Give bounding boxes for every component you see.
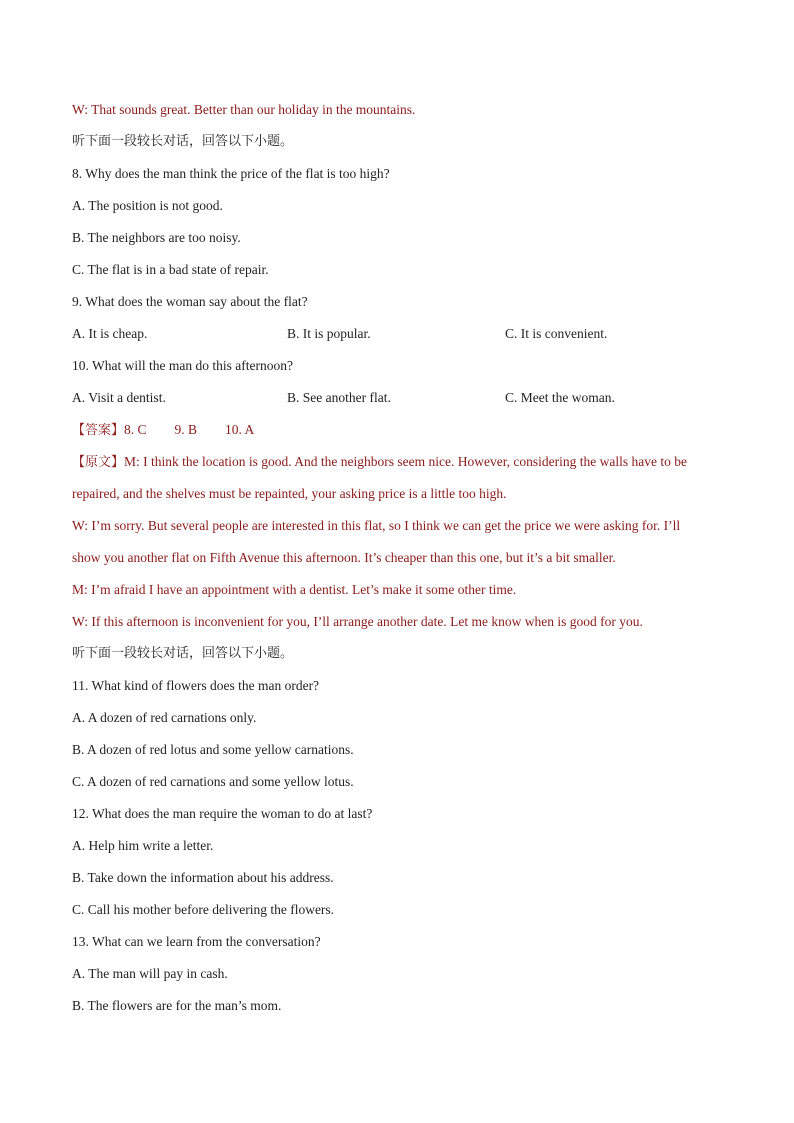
question-12-option-b: B. Take down the information about his address. <box>72 870 334 885</box>
question-9-option-a: A. It is cheap. <box>72 326 148 341</box>
answer-10: 10. A <box>225 422 255 437</box>
question-11: 11. What kind of flowers does the man order? <box>72 678 320 693</box>
question-11-option-c: C. A dozen of red carnations and some yellow lotus. <box>72 774 354 789</box>
transcript-woman-1: W: I’m sorry. But several people are interested in this flat, so I think we can get the price we were asking for. I’ll <box>72 518 681 533</box>
section-instruction: 听下面一段较长对话，回答以下小题。 <box>72 134 294 149</box>
transcript-woman-2: W: If this afternoon is inconvenient for you, I’ll arrange another date. Let me know when is good for you. <box>72 614 643 629</box>
question-8-option-b: B. The neighbors are too noisy. <box>72 230 241 245</box>
question-10-options <box>72 386 732 418</box>
transcript-label: 【原文】 <box>72 455 125 470</box>
question-12-option-a: A. Help him write a letter. <box>72 838 214 853</box>
answer-9: 9. B <box>174 422 198 437</box>
question-10: 10. What will the man do this afternoon? <box>72 358 293 373</box>
question-11-option-a: A. A dozen of red carnations only. <box>72 710 257 725</box>
question-12-option-c: C. Call his mother before delivering the flowers. <box>72 902 335 917</box>
question-11-option-b: B. A dozen of red lotus and some yellow carnations. <box>72 742 354 757</box>
transcript-man-1-continued: repaired, and the shelves must be repainted, your asking price is a little too high. <box>72 486 507 501</box>
question-13: 13. What can we learn from the conversation? <box>72 934 321 949</box>
section-instruction-2: 听下面一段较长对话，回答以下小题。 <box>72 646 294 661</box>
question-9-option-c: C. It is convenient. <box>505 326 608 341</box>
question-9-option-b: B. It is popular. <box>287 326 371 341</box>
question-10-option-c: C. Meet the woman. <box>505 390 615 405</box>
answer-key <box>72 418 732 450</box>
question-9: 9. What does the woman say about the flat? <box>72 294 308 309</box>
question-13-option-b: B. The flowers are for the man’s mom. <box>72 998 282 1013</box>
transcript-line-woman: W: That sounds great. Better than our holiday in the mountains. <box>72 102 416 117</box>
transcript-man-2: M: I’m afraid I have an appointment with a dentist. Let’s make it some other time. <box>72 582 517 597</box>
question-13-option-a: A. The man will pay in cash. <box>72 966 228 981</box>
question-8-option-a: A. The position is not good. <box>72 198 223 213</box>
question-12: 12. What does the man require the woman to do at last? <box>72 806 373 821</box>
document-page <box>72 98 732 1026</box>
question-10-option-b: B. See another flat. <box>287 390 391 405</box>
answer-label: 【答案】 <box>72 423 125 438</box>
transcript-woman-1-continued: show you another flat on Fifth Avenue this afternoon. It’s cheaper than this one, but it’s a bit smaller. <box>72 550 616 565</box>
question-8-option-c: C. The flat is in a bad state of repair. <box>72 262 269 277</box>
question-10-option-a: A. Visit a dentist. <box>72 390 166 405</box>
transcript-man-1-text: M: I think the location is good. And the neighbors seem nice. However, considering the walls have to be <box>124 454 687 469</box>
question-9-options <box>72 322 732 354</box>
question-8: 8. Why does the man think the price of the flat is too high? <box>72 166 390 181</box>
transcript-man-1 <box>72 450 732 482</box>
answer-8: 8. C <box>124 422 147 437</box>
